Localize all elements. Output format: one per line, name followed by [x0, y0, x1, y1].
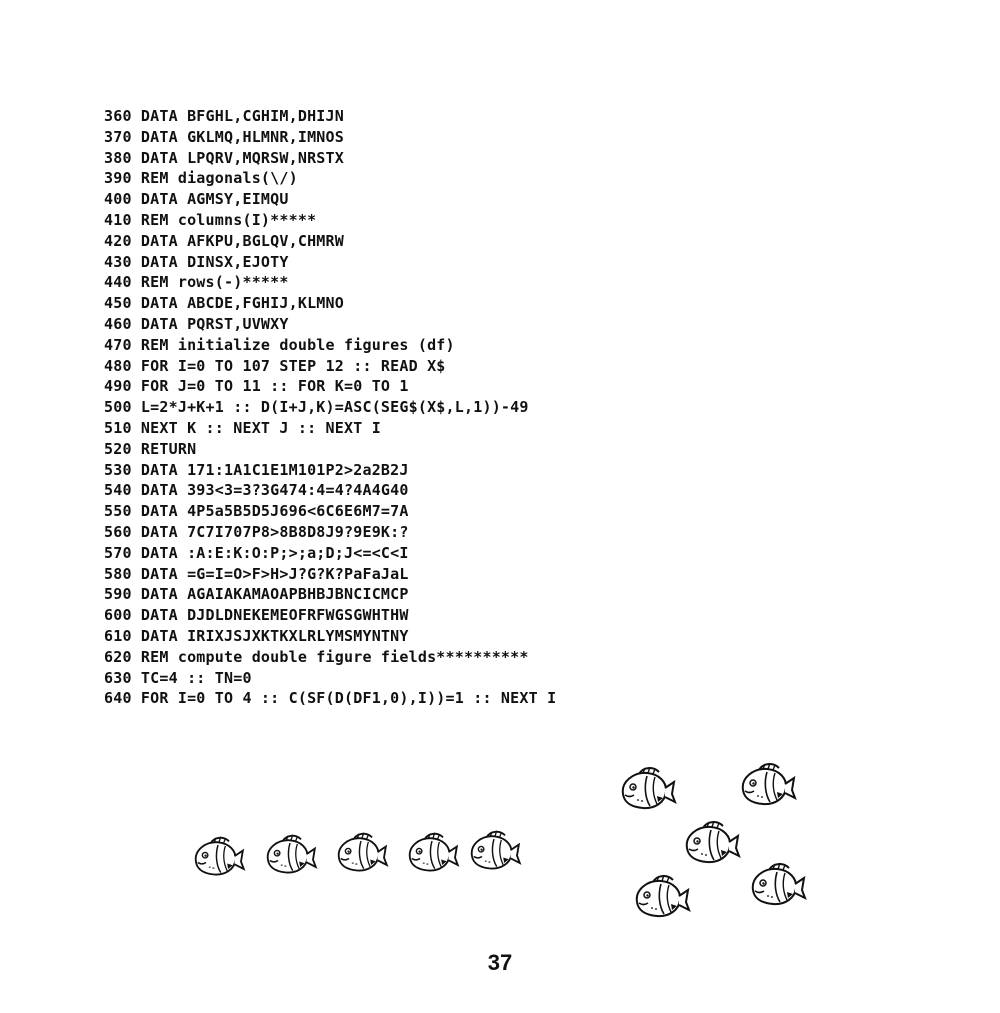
code-line-410: 410 REM columns(I)***** [104, 210, 317, 229]
code-line-530: 530 DATA 171:1A1C1E1M101P2>2a2B2J [104, 460, 409, 479]
fish-icon [736, 760, 798, 810]
fish-icon [616, 764, 678, 814]
code-line-370: 370 DATA GKLMQ,HLMNR,IMNOS [104, 127, 344, 146]
code-line-550: 550 DATA 4P5a5B5D5J696<6C6E6M7=7A [104, 502, 409, 521]
code-line-450: 450 DATA ABCDE,FGHIJ,KLMNO [104, 294, 344, 313]
fish-icon [333, 830, 389, 876]
code-line-580: 580 DATA =G=I=O>F>H>J?G?K?PaFaJaL [104, 564, 409, 583]
fish-icon [746, 860, 808, 910]
code-line-440: 440 REM rows(-)***** [104, 273, 289, 292]
fish-icon [190, 834, 246, 880]
fish-icon [630, 872, 692, 922]
code-line-470: 470 REM initialize double figures (df) [104, 335, 455, 354]
code-line-630: 630 TC=4 :: TN=0 [104, 668, 252, 687]
code-line-570: 570 DATA :A:E:K:O:P;>;a;D;J<=<C<I [104, 543, 409, 562]
code-line-500: 500 L=2*J+K+1 :: D(I+J,K)=ASC(SEG$(X$,L,1))-49 [104, 398, 529, 417]
code-line-420: 420 DATA AFKPU,BGLQV,CHMRW [104, 231, 344, 250]
fish-icon [262, 832, 318, 878]
program-listing [104, 106, 556, 709]
code-line-560: 560 DATA 7C7I707P8>8B8D8J9?9E9K:? [104, 522, 409, 541]
code-line-460: 460 DATA PQRST,UVWXY [104, 314, 289, 333]
code-line-480: 480 FOR I=0 TO 107 STEP 12 :: READ X$ [104, 356, 446, 375]
code-line-610: 610 DATA IRIXJSJXKTKXLRLYMSMYNTNY [104, 626, 409, 645]
code-line-390: 390 REM diagonals(\/) [104, 169, 298, 188]
fish-icon [680, 818, 742, 868]
code-line-490: 490 FOR J=0 TO 11 :: FOR K=0 TO 1 [104, 377, 409, 396]
code-line-520: 520 RETURN [104, 439, 197, 458]
code-line-620: 620 REM compute double figure fields********** [104, 647, 529, 666]
code-line-510: 510 NEXT K :: NEXT J :: NEXT I [104, 418, 381, 437]
fish-icon [404, 830, 460, 876]
fish-icon [466, 828, 522, 874]
code-line-380: 380 DATA LPQRV,MQRSW,NRSTX [104, 148, 344, 167]
code-line-540: 540 DATA 393<3=3?3G474:4=4?4A4G40 [104, 481, 409, 500]
code-line-640: 640 FOR I=0 TO 4 :: C(SF(D(DF1,0),I))=1 :: NEXT I [104, 689, 557, 708]
page-number: 37 [487, 950, 513, 975]
code-line-600: 600 DATA DJDLDNEKEMEOFRFWGSGWHTHW [104, 606, 409, 625]
code-line-360: 360 DATA BFGHL,CGHIM,DHIJN [104, 107, 344, 125]
code-line-590: 590 DATA AGAIAKAMAOAPBHBJBNCICMCP [104, 585, 409, 604]
code-line-400: 400 DATA AGMSY,EIMQU [104, 190, 289, 209]
code-line-430: 430 DATA DINSX,EJOTY [104, 252, 289, 271]
